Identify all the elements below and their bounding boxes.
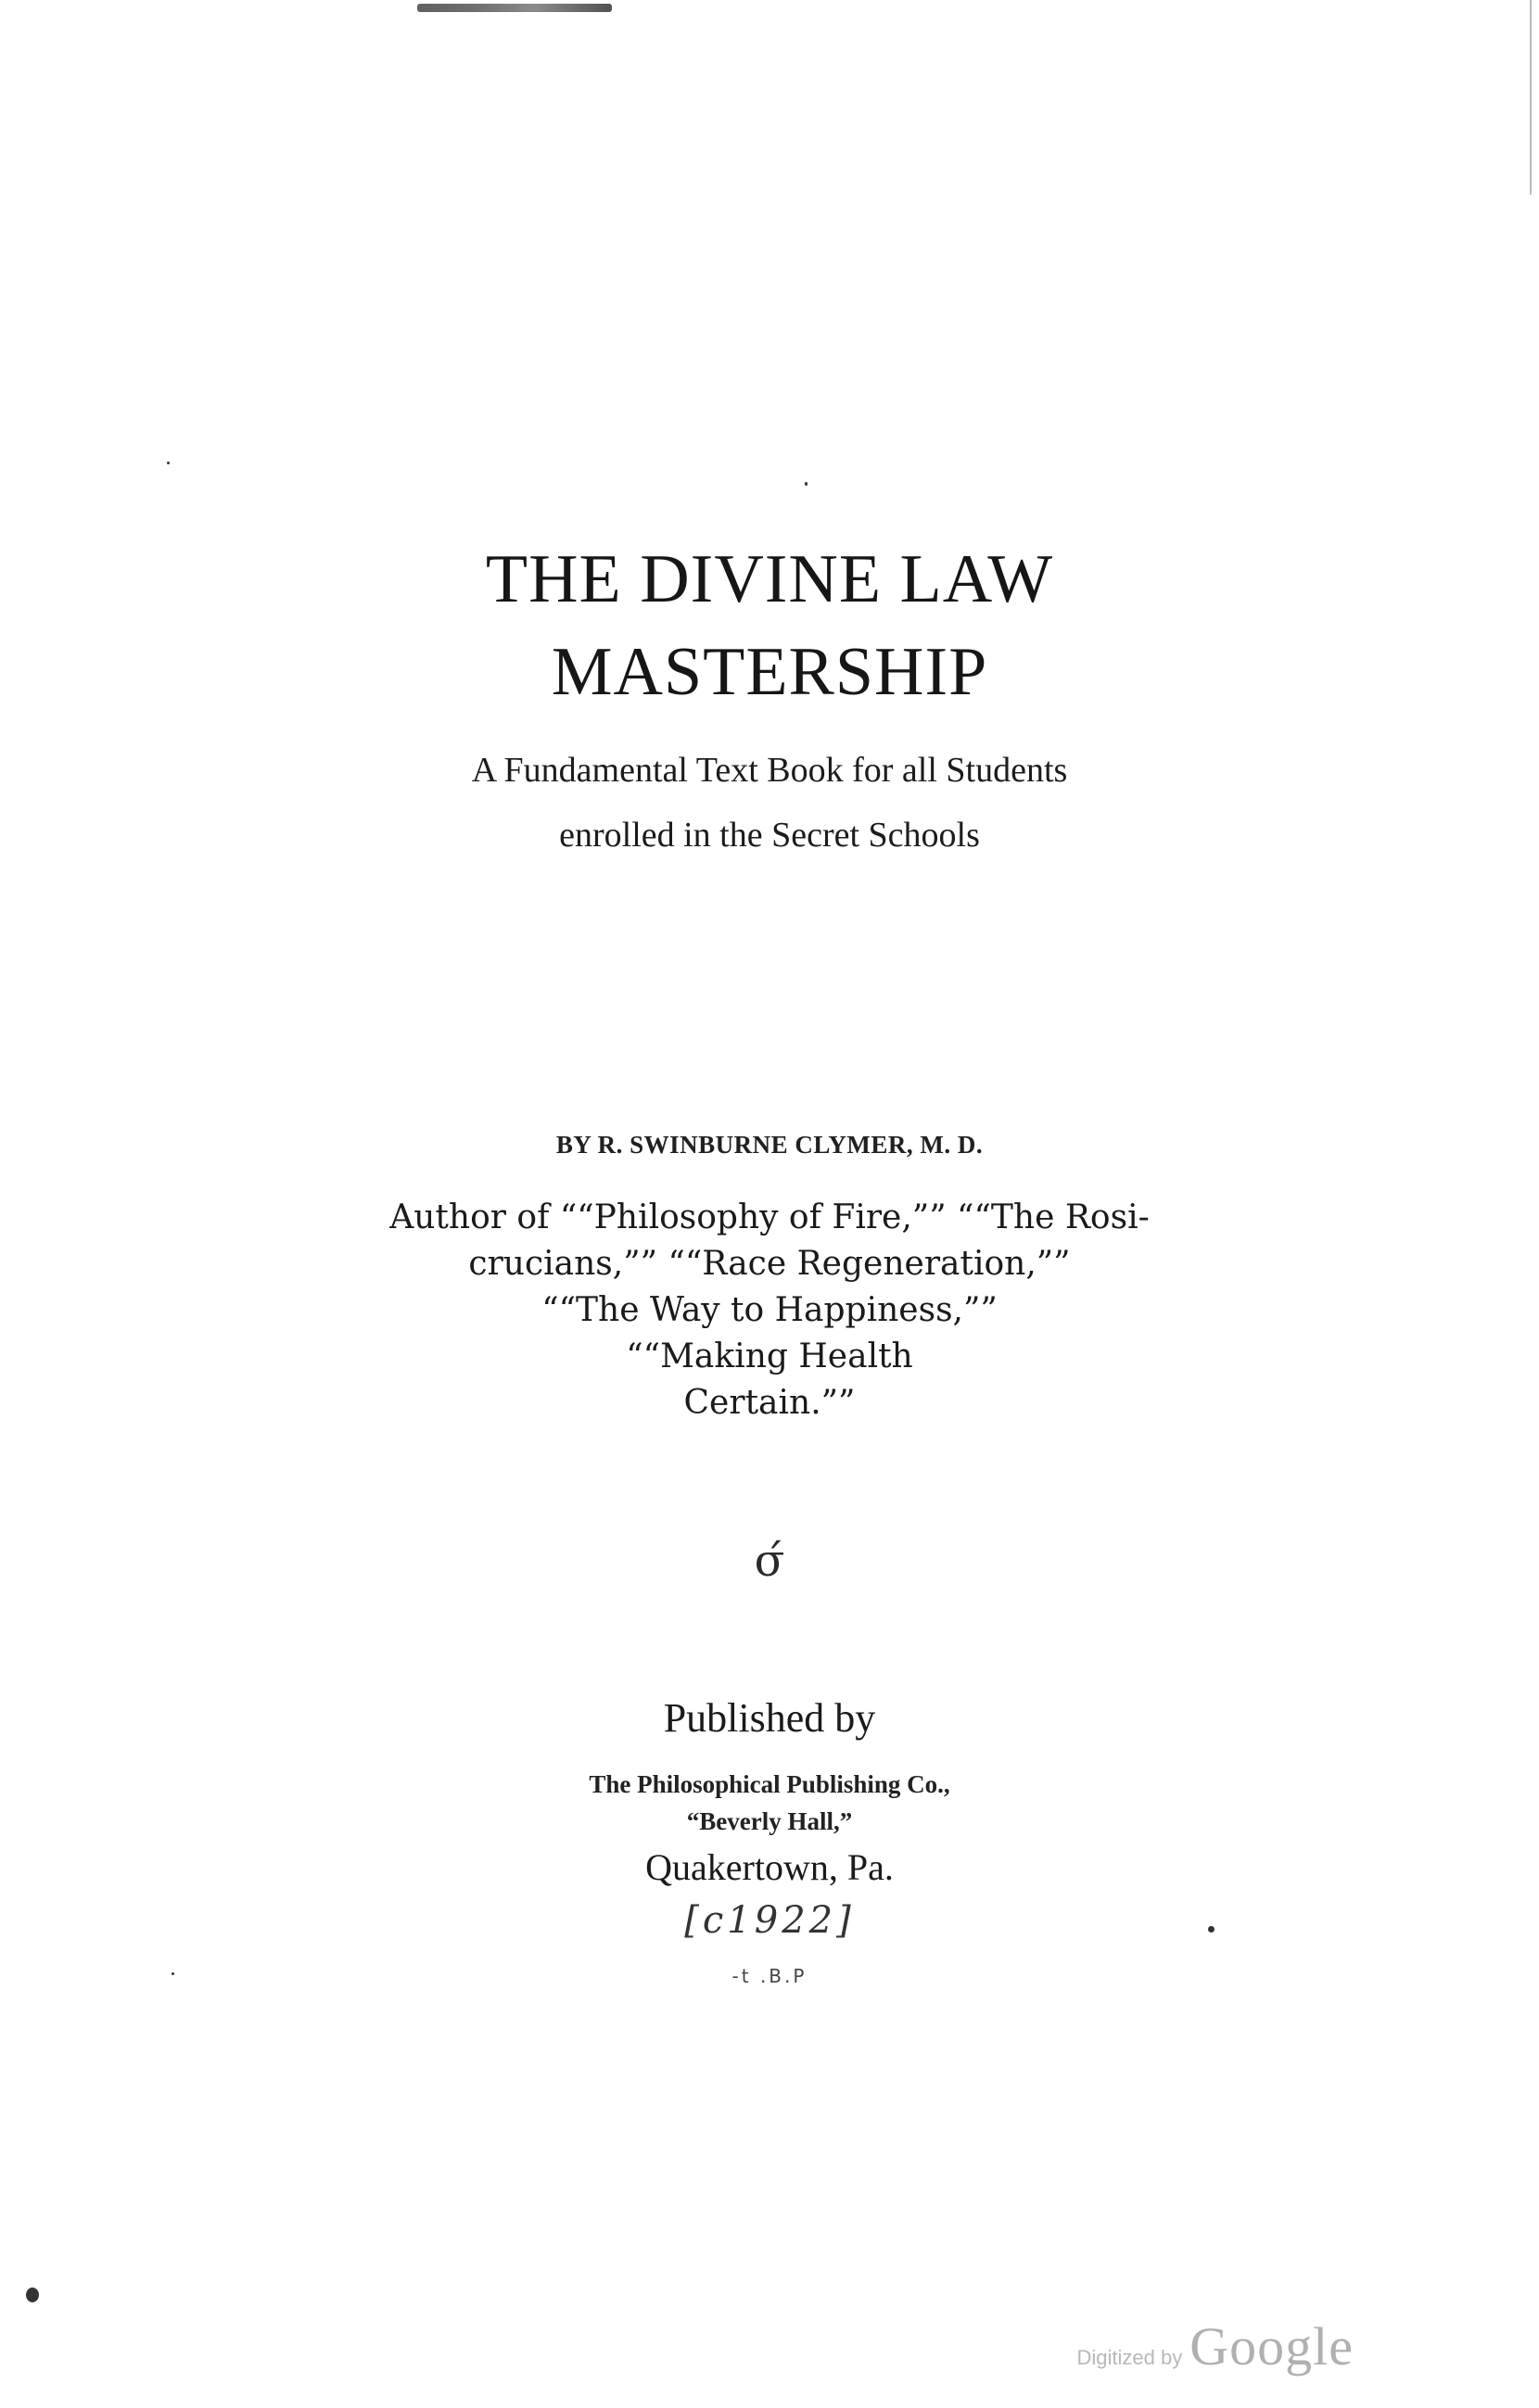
scan-artifact-top [417,4,612,12]
publisher-company: The Philosophical Publishing Co., [589,1770,950,1798]
ornament-mark: σ́ [754,1535,785,1587]
stamp-mark: ‐t .B.P [731,1965,808,1987]
published-by-heading: Published by [663,1695,876,1741]
digitized-watermark [1077,2315,1354,2377]
book-title-line-1: THE DIVINE LAW [485,541,1054,617]
google-logo: Google [1189,2316,1354,2376]
publisher-place: “Beverly Hall,” [686,1807,853,1835]
author-works-line-4: ““Making Health [626,1337,913,1375]
handwritten-date: [c1922] [684,1899,855,1942]
author-works-line-5: Certain.”” [683,1384,856,1422]
book-title-line-2: MASTERSHIP [551,634,988,710]
author-byline: BY R. SWINBURNE CLYMER, M. D. [555,1131,984,1159]
author-works-line-1: Author of ““Philosophy of Fire,”” ““The Rosi- [389,1198,1150,1236]
scan-speck [805,482,808,486]
subtitle-line-1: A Fundamental Text Book for all Students [471,751,1068,790]
author-works-line-3: ““The Way to Happiness,”” [541,1291,998,1329]
subtitle-line-2: enrolled in the Secret Schools [559,816,980,855]
scan-edge-line [1530,0,1532,195]
scan-speck [167,462,170,464]
watermark-prefix: Digitized by [1076,2346,1183,2369]
publisher-city: Quakertown, Pa. [645,1846,894,1888]
scan-speck [26,2288,39,2302]
author-works-line-2: crucians,”” ““Race Regeneration,”” [468,1245,1071,1283]
